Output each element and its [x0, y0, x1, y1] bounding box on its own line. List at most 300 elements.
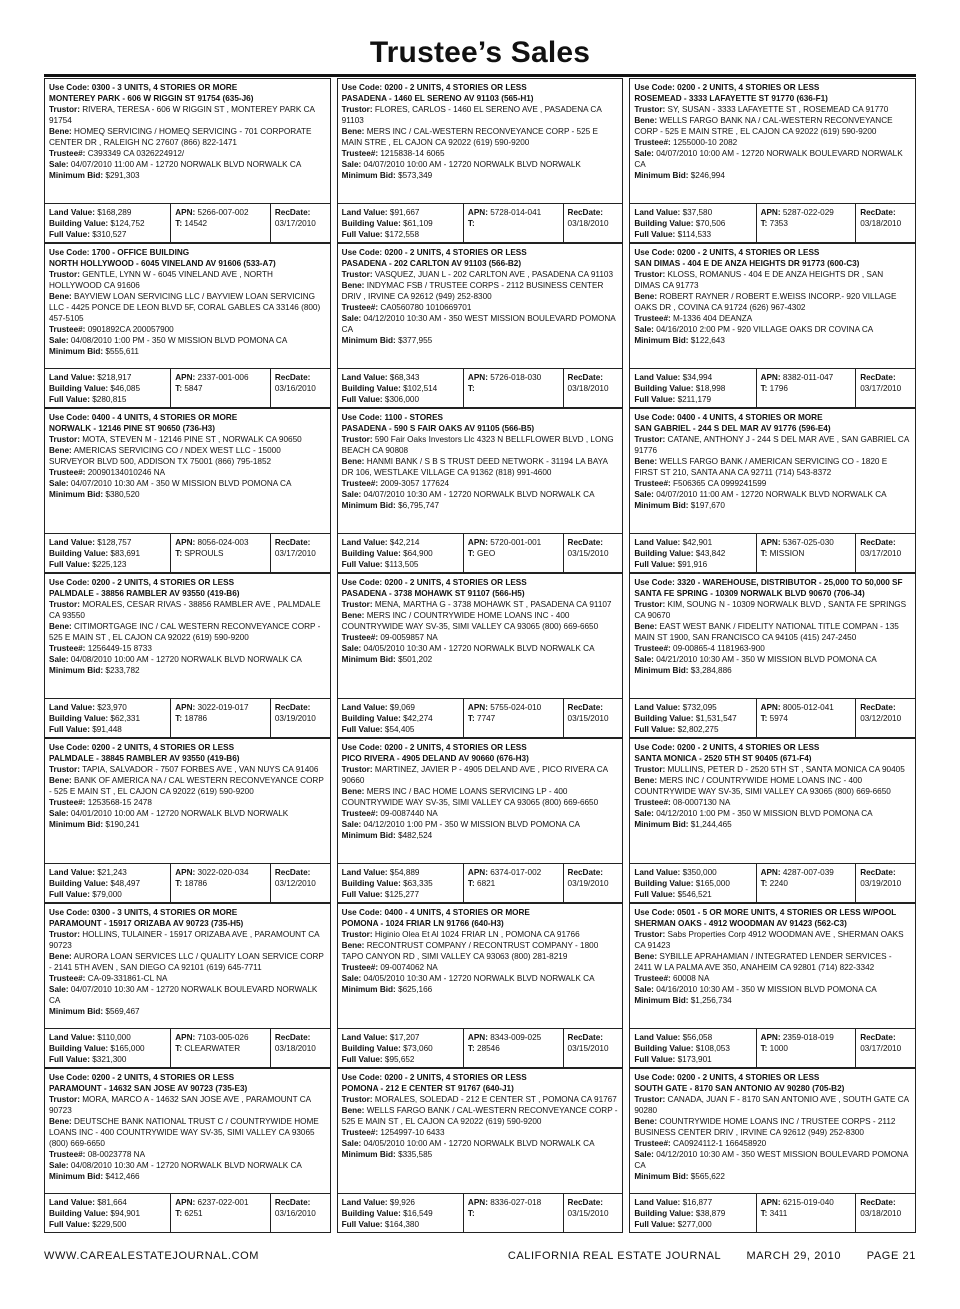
use-code-label: Use Code: — [49, 83, 90, 92]
listing-values — [338, 699, 623, 737]
land-label: Land Value: — [341, 1198, 388, 1207]
value-block — [45, 204, 170, 242]
trustor-label: Trustor: — [634, 600, 666, 609]
listing-info — [45, 739, 330, 864]
trustor: CANADA, JUAN F - 8170 SAN ANTONIO AVE , SOUTH GATE CA 90280 — [634, 1095, 909, 1115]
land-value: $21,243 — [97, 868, 127, 877]
min-bid-line — [49, 489, 326, 500]
apn-block — [463, 864, 563, 902]
bene-label: Bene: — [634, 952, 658, 961]
min-bid-label: Minimum Bid: — [49, 1007, 104, 1016]
apn-block — [463, 1194, 563, 1232]
trustor-line — [49, 1094, 326, 1116]
building-value-line — [49, 878, 166, 889]
t-value: 28546 — [477, 1044, 500, 1053]
bene-line — [342, 1105, 619, 1127]
land-value-line — [49, 372, 166, 383]
value-block — [338, 204, 463, 242]
bene: WELLS FARGO BANK NA / CAL-WESTERN RECONVEYANCE CORP - 525 E MAIN STRE , EL CAJON CA 92022 (619) 590-9200 — [634, 116, 893, 136]
bene: MERS INC / BAC HOME LOANS SERVICING LP - 400 COUNTRYWIDE WAY SV-35, SIMI VALLEY CA 93065 (800) 669-6650 — [341, 787, 599, 807]
listing-values — [338, 1029, 623, 1067]
bene-label: Bene: — [49, 776, 72, 785]
trustee-label: Trustee#: — [634, 1139, 671, 1148]
use-code: 0200 - 2 UNITS, 4 STORIES OR LESS — [677, 248, 820, 257]
full-value-line — [342, 1054, 459, 1065]
land-value-line — [634, 702, 751, 713]
apn: 2337-001-006 — [197, 373, 249, 382]
trustor: MARTINEZ, JAVIER P - 4905 DELAND AVE , PICO RIVERA CA 90660 — [341, 765, 608, 785]
land-value: $110,000 — [97, 1033, 131, 1042]
listing-card — [44, 738, 331, 903]
trustee-label: Trustee#: — [634, 314, 671, 323]
building-value: $64,900 — [403, 549, 433, 558]
listing-column — [337, 78, 624, 1233]
recdate: 03/18/2010 — [860, 1209, 902, 1218]
value-block — [45, 1029, 170, 1067]
use-code: 0200 - 2 UNITS, 4 STORIES OR LESS — [384, 83, 527, 92]
land-value: $218,917 — [97, 373, 132, 382]
listing-info — [45, 574, 330, 699]
land-label: Land Value: — [341, 1033, 388, 1042]
trustee-line — [49, 324, 326, 335]
min-bid: $197,670 — [690, 501, 725, 510]
t-line — [468, 383, 559, 394]
listing-card — [629, 903, 916, 1068]
apn-label: APN: — [467, 538, 488, 547]
bene: EAST WEST BANK / FIDELITY NATIONAL TITLE COMPAN - 135 MAIN ST 1900, SAN FRANCISCO CA 94105 (415) 247-2450 — [634, 622, 899, 642]
building-label: Building Value: — [634, 879, 694, 888]
apn-label: APN: — [467, 703, 488, 712]
use-code-label: Use Code: — [634, 908, 675, 917]
full-value: $125,277 — [384, 890, 420, 899]
min-bid-label: Minimum Bid: — [634, 171, 689, 180]
min-bid: $625,166 — [398, 985, 433, 994]
full-value-line — [49, 1054, 166, 1065]
listing-address: NORWALK - 12146 PINE ST 90650 (736-H3) — [49, 424, 215, 433]
use-code-label: Use Code: — [341, 578, 383, 587]
recdate-label: RecDate: — [274, 868, 311, 877]
use-code-label: Use Code: — [634, 743, 675, 752]
trustor-label: Trustor: — [634, 270, 666, 279]
land-value-line — [634, 1197, 751, 1208]
sale-info: 04/08/2010 10:00 AM - 12720 NORWALK BLVD NORWALK CA — [70, 655, 302, 664]
t-value: MISSION — [769, 549, 805, 558]
use-code-label: Use Code: — [634, 1073, 675, 1082]
bene-line — [342, 456, 619, 478]
full-value: $321,300 — [92, 1055, 127, 1064]
apn-line — [175, 867, 266, 878]
listing-address: PALMDALE - 38856 RAMBLER AV 93550 (419-B6) — [49, 589, 240, 598]
recdate-block — [855, 1194, 915, 1232]
sale-line — [49, 808, 326, 819]
apn-line — [761, 1032, 852, 1043]
listing-address: PALMDALE - 38845 RAMBLER AV 93550 (419-B6) — [49, 754, 240, 763]
min-bid-label: Minimum Bid: — [49, 347, 104, 356]
min-bid-label: Minimum Bid: — [49, 666, 104, 675]
t-label: T: — [175, 549, 183, 558]
t-label: T: — [467, 714, 475, 723]
apn: 5720-001-001 — [490, 538, 542, 547]
apn-block — [756, 864, 856, 902]
trustee-label: Trustee#: — [634, 479, 671, 488]
apn-label: APN: — [467, 868, 488, 877]
trustor: TAPIA, SALVADOR - 7507 FORBES AVE , VAN NUYS CA 91406 — [82, 765, 319, 774]
use-code-label: Use Code: — [49, 908, 90, 917]
bene-line — [49, 621, 326, 643]
bene: AURORA LOAN SERVICES LLC / QUALITY LOAN SERVICE CORP - 2141 5TH AVEN , SAN DIEGO CA 92101 (619) 645-7711 — [49, 952, 324, 972]
trustee-label: Trustee#: — [634, 974, 671, 983]
bene-label: Bene: — [49, 1117, 72, 1126]
trustee-label: Trustee#: — [341, 303, 379, 312]
apn-line — [761, 207, 852, 218]
land-label: Land Value: — [49, 538, 95, 547]
full-label: Full Value: — [634, 890, 676, 899]
trustor-label: Trustor: — [341, 600, 373, 609]
use-code: 0400 - 4 UNITS, 4 STORIES OR MORE — [91, 413, 238, 422]
recdate-label: RecDate: — [567, 1033, 604, 1042]
building-label: Building Value: — [634, 219, 694, 228]
trustee-number: M-1336 404 DEANZA — [673, 314, 753, 323]
use-code-label: Use Code: — [49, 1073, 90, 1082]
listing-address: PASADENA - 590 S FAIR OAKS AV 91105 (566-B5) — [341, 424, 535, 433]
bene: HANMI BANK / S B S TRUST DEED NETWORK - 31194 LA BAYA DR 106, WESTLAKE VILLAGE CA 91362 (818) 991-4600 — [341, 457, 608, 477]
trustee-line — [49, 467, 326, 478]
value-block — [630, 1029, 755, 1067]
trustee-number: 09-0059857 NA — [380, 633, 438, 642]
sale-line — [342, 819, 619, 830]
full-value-line — [342, 559, 459, 570]
min-bid-line — [342, 500, 619, 511]
recdate-label: RecDate: — [567, 1198, 604, 1207]
listing-card — [44, 243, 331, 408]
trustor: MULLINS, PETER D - 2520 5TH ST , SANTA MONICA CA 90405 — [667, 765, 905, 774]
full-label: Full Value: — [49, 395, 90, 404]
apn-block — [756, 369, 856, 407]
bene-line — [342, 610, 619, 632]
trustor: HOLLINS, TULAINER - 15917 ORIZABA AVE , PARAMOUNT CA 90723 — [49, 930, 320, 950]
listing-address: SANTA MONICA - 2520 5TH ST 90405 (671-F4) — [634, 754, 812, 763]
listing-use-code-line — [342, 247, 619, 258]
recdate-label: RecDate: — [567, 538, 604, 547]
listing-card — [629, 243, 916, 408]
trustor: SY, SUSAN - 3333 LAFAYETTE ST , ROSEMEAD CA 91770 — [667, 105, 889, 114]
min-bid: $233,782 — [105, 666, 140, 675]
recdate: 03/17/2010 — [860, 549, 902, 558]
building-value: $165,000 — [695, 879, 730, 888]
listing-use-code-line — [49, 412, 326, 423]
full-label: Full Value: — [634, 230, 676, 239]
sale-info: 04/12/2010 1:00 PM - 350 W MISSION BLVD POMONA CA — [656, 809, 873, 818]
listing-info — [338, 409, 623, 534]
trustor: 590 Fair Oaks Investors Llc 4323 N BELLFLOWER BLVD , LONG BEACH CA 90808 — [341, 435, 614, 455]
land-value: $168,289 — [97, 208, 132, 217]
sale-line — [634, 984, 911, 995]
land-value-line — [634, 537, 751, 548]
bene-label: Bene: — [634, 622, 658, 631]
t-label: T: — [760, 549, 768, 558]
building-value: $1,531,547 — [695, 714, 737, 723]
sale-line — [342, 489, 619, 500]
building-label: Building Value: — [634, 714, 694, 723]
bene: MERS INC / COUNTRYWIDE HOME LOANS INC - 400 COUNTRYWIDE WAY SV-35, SIMI VALLEY CA 93065 (800) 669-6650 — [634, 776, 891, 796]
sale-label: Sale: — [49, 479, 69, 488]
use-code: 0200 - 2 UNITS, 4 STORIES OR LESS — [677, 1073, 820, 1082]
bene-line — [634, 775, 911, 797]
land-label: Land Value: — [341, 208, 388, 217]
use-code: 0200 - 2 UNITS, 4 STORIES OR LESS — [384, 248, 527, 257]
recdate: 03/19/2010 — [274, 714, 316, 723]
full-value-line — [342, 724, 459, 735]
use-code: 0200 - 2 UNITS, 4 STORIES OR LESS — [384, 1073, 527, 1082]
t-label: T: — [760, 879, 768, 888]
land-value: $17,207 — [389, 1033, 420, 1042]
t-line — [468, 713, 559, 724]
apn: 6215-019-040 — [782, 1198, 834, 1207]
listing-card — [44, 408, 331, 573]
trustor-label: Trustor: — [49, 270, 80, 279]
full-value: $310,527 — [92, 230, 127, 239]
listing-use-code-line — [342, 907, 619, 918]
trustor-line — [342, 599, 619, 610]
min-bid-label: Minimum Bid: — [49, 820, 104, 829]
sale-line — [342, 159, 619, 170]
apn: 2359-018-019 — [782, 1033, 834, 1042]
land-value-line — [49, 537, 166, 548]
recdate: 03/15/2010 — [567, 549, 609, 558]
bene: AMERICAS SERVICING CO / NDEX WEST LLC - 15000 SURVEYOR BLVD 500, ADDISON TX 75001 (866) 795-1852 — [49, 446, 281, 466]
t-value: 2240 — [769, 879, 788, 888]
min-bid: $246,994 — [690, 171, 725, 180]
recdate: 03/15/2010 — [567, 714, 609, 723]
min-bid: $501,202 — [398, 655, 433, 664]
trustor: MOTA, STEVEN M - 12146 PINE ST , NORWALK CA 90650 — [82, 435, 302, 444]
value-block — [630, 699, 755, 737]
building-value-line — [342, 878, 459, 889]
building-value-line — [49, 383, 166, 394]
building-label: Building Value: — [341, 1209, 401, 1218]
apn-block — [170, 699, 270, 737]
listing-info — [45, 79, 330, 204]
apn-label: APN: — [175, 538, 196, 547]
sale-label: Sale: — [634, 1150, 654, 1159]
apn-line — [175, 207, 266, 218]
listing-values — [45, 369, 330, 407]
use-code-label: Use Code: — [341, 248, 383, 257]
sale-label: Sale: — [634, 149, 654, 158]
land-value-line — [342, 1032, 459, 1043]
value-block — [630, 864, 755, 902]
t-line — [468, 548, 559, 559]
apn: 5728-014-041 — [490, 208, 542, 217]
bene-label: Bene: — [341, 941, 365, 950]
full-value-line — [342, 229, 459, 240]
min-bid-label: Minimum Bid: — [341, 655, 396, 664]
trustor-line — [634, 599, 911, 621]
apn-label: APN: — [175, 208, 196, 217]
listing-info — [630, 1069, 915, 1194]
bene: RECONTRUST COMPANY / RECONTRUST COMPANY - 1800 TAPO CANYON RD , SIMI VALLEY CA 93063 (800) 281-8219 — [341, 941, 599, 961]
value-block — [338, 369, 463, 407]
min-bid-line — [49, 346, 326, 357]
listing-card — [337, 903, 624, 1068]
trustor-label: Trustor: — [49, 765, 80, 774]
sale-line — [634, 808, 911, 819]
bene-line — [49, 775, 326, 797]
recdate-block — [563, 1194, 623, 1232]
recdate-label: RecDate: — [274, 208, 311, 217]
apn-label: APN: — [760, 868, 781, 877]
apn-block — [463, 699, 563, 737]
sale-line — [342, 313, 619, 335]
bene-line — [634, 115, 911, 137]
listing-use-code-line — [634, 742, 911, 753]
apn-line — [468, 372, 559, 383]
trustee-number: 20090134010246 NA — [87, 468, 166, 477]
recdate: 03/17/2010 — [274, 219, 316, 228]
trustee-line — [49, 973, 326, 984]
full-label: Full Value: — [341, 890, 383, 899]
value-block — [45, 699, 170, 737]
full-value: $546,521 — [677, 890, 712, 899]
sale-info: 04/05/2010 10:00 AM - 12720 NORWALK BLVD NORWALK CA — [363, 1139, 595, 1148]
apn-block — [170, 1194, 270, 1232]
land-label: Land Value: — [49, 373, 95, 382]
trustee-label: Trustee#: — [49, 974, 86, 983]
t-label: T: — [760, 1044, 768, 1053]
sale-label: Sale: — [634, 655, 654, 664]
land-value-line — [49, 1197, 166, 1208]
listing-info — [45, 244, 330, 369]
full-value: $79,000 — [92, 890, 122, 899]
listing-address: ROSEMEAD - 3333 LAFAYETTE ST 91770 (636-F1) — [634, 94, 828, 103]
full-value: $211,179 — [677, 395, 712, 404]
use-code: 0200 - 2 UNITS, 4 STORIES OR LESS — [384, 578, 527, 587]
full-value: $54,405 — [384, 725, 415, 734]
bene-label: Bene: — [49, 446, 72, 455]
sale-line — [634, 654, 911, 665]
value-block — [630, 204, 755, 242]
t-line — [175, 548, 266, 559]
t-label: T: — [467, 1044, 475, 1053]
land-label: Land Value: — [49, 1033, 95, 1042]
apn-block — [756, 204, 856, 242]
bene-label: Bene: — [341, 281, 365, 290]
apn-line — [761, 702, 852, 713]
trustee-label: Trustee#: — [49, 468, 86, 477]
bene-line — [634, 291, 911, 313]
recdate: 03/17/2010 — [274, 549, 316, 558]
listing-info — [630, 574, 915, 699]
apn-line — [175, 1032, 266, 1043]
recdate-block — [270, 204, 330, 242]
value-block — [338, 1029, 463, 1067]
bene: DEUTSCHE BANK NATIONAL TRUST C / COUNTRYWIDE HOME LOANS INC - 400 COUNTRYWIDE WAY SV-35, SIMI VALLEY CA 93065 (800) 669-6650 — [49, 1117, 319, 1148]
trustee-number: 08-0007130 NA — [673, 798, 731, 807]
trustee-number: 1253568-15 2478 — [87, 798, 152, 807]
recdate-label: RecDate: — [567, 373, 604, 382]
min-bid-line — [49, 1171, 326, 1182]
bene-line — [342, 126, 619, 148]
listing-card — [337, 243, 624, 408]
land-value: $68,343 — [389, 373, 420, 382]
sale-info: 04/16/2010 10:30 AM - 350 W MISSION BLVD POMONA CA — [656, 985, 877, 994]
listing-use-code-line — [634, 577, 911, 588]
min-bid: $565,622 — [690, 1172, 725, 1181]
t-line — [468, 1208, 559, 1219]
min-bid: $1,256,734 — [690, 996, 732, 1005]
building-value: $63,335 — [403, 879, 433, 888]
use-code: 0200 - 2 UNITS, 4 STORIES OR LESS — [384, 743, 527, 752]
t-line — [761, 548, 852, 559]
trustor-line — [634, 764, 911, 775]
land-value-line — [49, 1032, 166, 1043]
t-label: T: — [467, 879, 475, 888]
land-label: Land Value: — [341, 373, 388, 382]
land-value-line — [342, 207, 459, 218]
trustee-label: Trustee#: — [49, 325, 86, 334]
trustor: FLORES, CARLOS - 1460 EL SERENO AVE , PASADENA CA 91103 — [341, 105, 602, 125]
t-value: 6251 — [184, 1209, 203, 1218]
t-value: 1796 — [769, 384, 788, 393]
footer-site[interactable]: WWW.CAREALESTATEJOURNAL.COM — [44, 1250, 260, 1262]
min-bid: $482,524 — [398, 831, 433, 840]
land-label: Land Value: — [634, 868, 681, 877]
building-value: $102,514 — [403, 384, 438, 393]
trustor-label: Trustor: — [341, 270, 373, 279]
trustee-line — [49, 1149, 326, 1160]
trustee-line — [634, 478, 911, 489]
listing-use-code-line — [49, 577, 326, 588]
full-value-line — [634, 724, 751, 735]
listing-values — [338, 204, 623, 242]
apn-line — [761, 867, 852, 878]
trustor-label: Trustor: — [634, 435, 666, 444]
building-label: Building Value: — [341, 1044, 401, 1053]
sale-label: Sale: — [341, 1139, 362, 1148]
footer-right — [486, 1250, 916, 1262]
t-line — [175, 878, 266, 889]
min-bid-line — [49, 665, 326, 676]
t-value: 14542 — [184, 219, 208, 228]
min-bid-label: Minimum Bid: — [634, 666, 689, 675]
building-label: Building Value: — [634, 1209, 694, 1218]
sale-label: Sale: — [49, 1161, 69, 1170]
apn-label: APN: — [760, 703, 781, 712]
recdate-block — [270, 534, 330, 572]
sale-info: 04/05/2010 10:30 AM - 12720 NORWALK BLVD NORWALK CA — [363, 974, 595, 983]
use-code-label: Use Code: — [49, 578, 90, 587]
sale-label: Sale: — [341, 160, 362, 169]
footer-page: PAGE 21 — [866, 1250, 916, 1262]
land-label: Land Value: — [634, 373, 681, 382]
apn-block — [756, 534, 856, 572]
apn-line — [468, 537, 559, 548]
trustor: MORALES, SOLEDAD - 212 E CENTER ST , POMONA CA 91767 — [374, 1095, 617, 1104]
trustor-label: Trustor: — [49, 600, 80, 609]
t-value: 1000 — [769, 1044, 788, 1053]
listing-values — [630, 699, 915, 737]
bene: BAYVIEW LOAN SERVICING LLC / BAYVIEW LOAN SERVICING LLC - 4425 PONCE DE LEON BLVD 5F, CORAL GABLES CA 33146 (800) 457-5105 — [49, 292, 321, 323]
full-label: Full Value: — [341, 560, 383, 569]
full-value-line — [634, 1054, 751, 1065]
building-value: $70,506 — [695, 219, 726, 228]
recdate-block — [270, 864, 330, 902]
trustee-line — [634, 1138, 911, 1149]
apn-line — [468, 1197, 559, 1208]
sale-info: 04/07/2010 10:00 AM - 12720 NORWALK BLVD NORWALK — [363, 160, 581, 169]
use-code-label: Use Code: — [634, 578, 675, 587]
apn: 8382-011-047 — [782, 373, 834, 382]
